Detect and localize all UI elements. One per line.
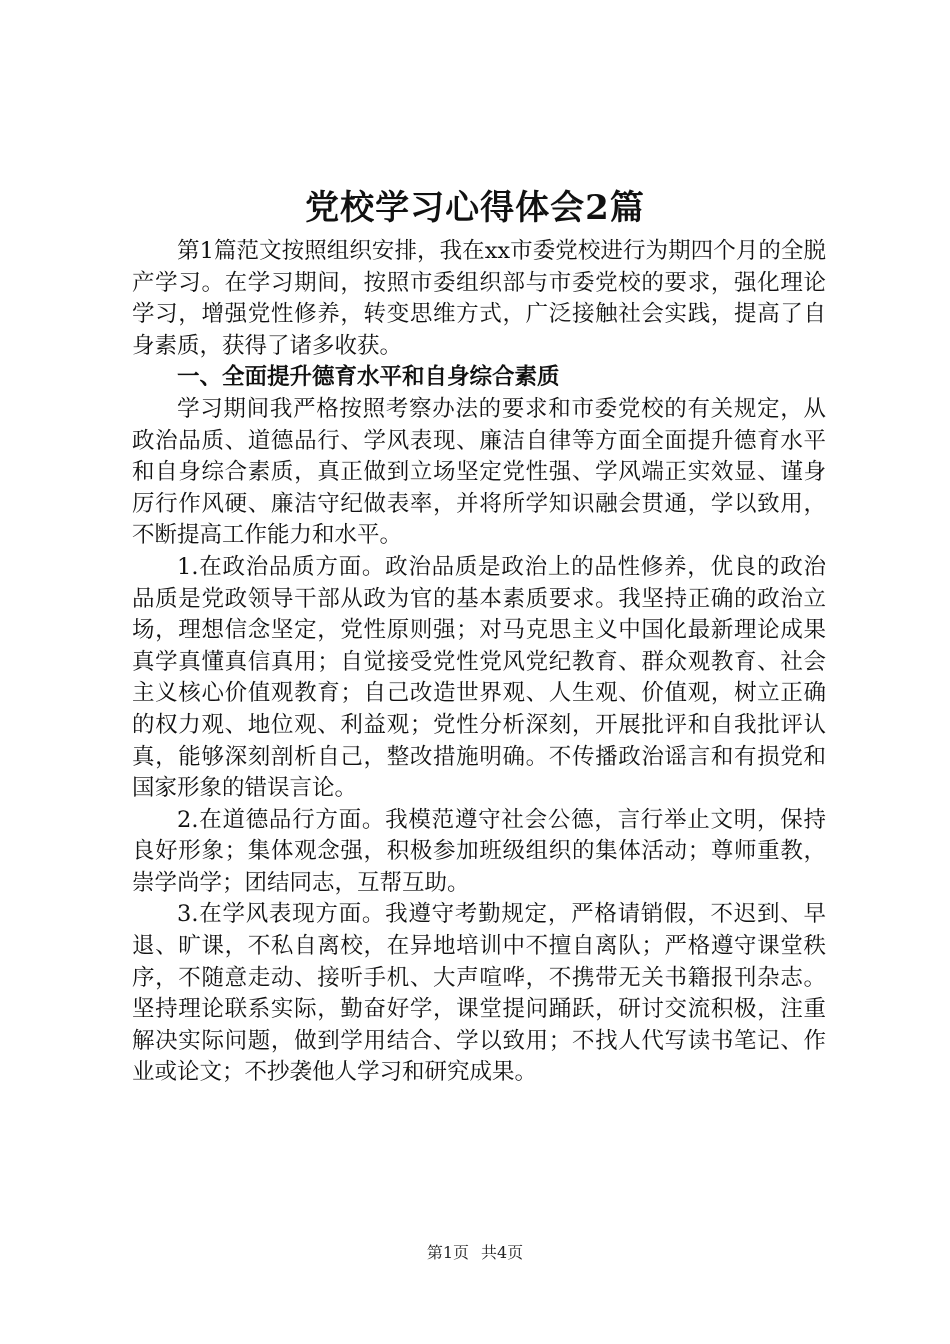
- page-footer: [0, 1241, 950, 1265]
- page-total: 共4页: [481, 1243, 524, 1262]
- page-number: 第1页: [426, 1243, 469, 1262]
- paragraph-intro: 第1篇范文按照组织安排，我在xx市委党校进行为期四个月的全脱产学习。在学习期间，按照市委组织部与市委党校的要求，强化理论学习，增强党性修养，转变思维方式，广泛接触社会实践，提高了自身素质，获得了诸多收获。: [132, 238, 826, 359]
- paragraph-study-style: 3.在学风表现方面。我遵守考勤规定，严格请销假，不迟到、早退、旷课，不私自离校，在异地培训中不擅自离队；严格遵守课堂秩序，不随意走动、接听手机、大声喧哗，不携带无关书籍报刊杂志。坚持理论联系实际，勤奋好学，课堂提问踊跃，研讨交流积极，注重解决实际问题，做到学用结合、学以致用；不找人代写读书笔记、作业或论文；不抄袭他人学习和研究成果。: [132, 901, 826, 1086]
- paragraph-moral-conduct: 2.在道德品行方面。我模范遵守社会公德，言行举止文明，保持良好形象；集体观念强，积极参加班级组织的集体活动；尊师重教，崇学尚学；团结同志，互帮互助。: [132, 806, 826, 896]
- paragraph-section-1: 学习期间我严格按照考察办法的要求和市委党校的有关规定，从政治品质、道德品行、学风表现、廉洁自律等方面全面提升德育水平和自身综合素质，真正做到立场坚定党性强、学风端正实效显、谨身厉行作风硬、廉洁守纪做表率，并将所学知识融会贯通，学以致用，不断提高工作能力和水平。: [132, 395, 826, 549]
- section-heading-1: 一、全面提升德育水平和自身综合素质: [177, 364, 560, 391]
- paragraph-political-quality: 1.在政治品质方面。政治品质是政治上的品性修养，优良的政治品质是党政领导干部从政为官的基本素质要求。我坚持正确的政治立场，理想信念坚定，党性原则强；对马克思主义中国化最新理论成果真学真懂真信真用；自觉接受党性党风党纪教育、群众观教育、社会主义核心价值观教育；自己改造世界观、人生观、价值观，树立正确的权力观、地位观、利益观；党性分析深刻，开展批评和自我批评认真，能够深刻剖析自己，整改措施明确。不传播政治谣言和有损党和国家形象的错误言论。: [132, 553, 826, 802]
- document-title: 党校学习心得体会2篇: [305, 188, 645, 228]
- document-body: [132, 236, 826, 1089]
